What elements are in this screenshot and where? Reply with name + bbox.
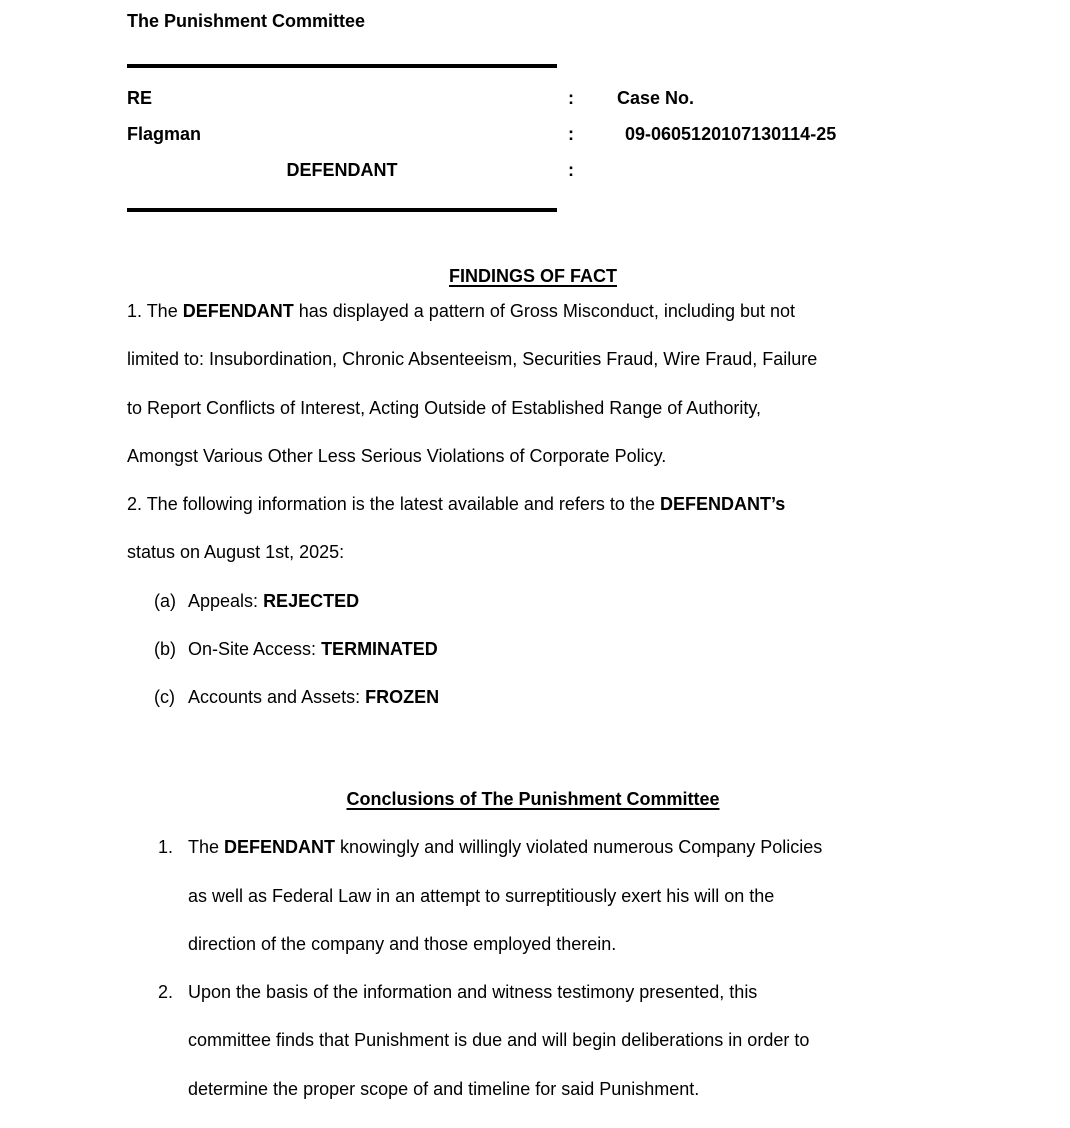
conclusions-heading-text: Conclusions of The Punishment Committee xyxy=(346,789,720,809)
status-value: REJECTED xyxy=(263,590,360,611)
conclusion-item xyxy=(127,968,939,1113)
status-item-accounts-assets xyxy=(127,673,939,721)
findings-body xyxy=(127,287,939,722)
findings-paragraph-line xyxy=(127,287,939,335)
text-run: status on August 1st, 2025: xyxy=(127,542,345,563)
status-label: Accounts and Assets: xyxy=(188,687,366,708)
conclusions-heading xyxy=(127,775,939,823)
conclusion-line xyxy=(127,872,939,920)
list-number: 1. xyxy=(158,837,174,858)
case-number: 09-0605120107130114-25 xyxy=(625,124,837,144)
caption-colon: : xyxy=(568,124,574,144)
list-marker: (b) xyxy=(154,639,176,660)
bold-text-run: DEFENDANT xyxy=(182,301,294,321)
findings-heading xyxy=(127,262,939,290)
text-run: committee finds that Punishment is due and will begin deliberations in order to xyxy=(188,1030,810,1051)
text-run: Amongst Various Other Less Serious Violations of Corporate Policy. xyxy=(127,445,667,466)
conclusion-line xyxy=(127,1016,939,1064)
conclusion-line xyxy=(127,920,939,968)
text-run: knowingly and willingly violated numerous Company Policies xyxy=(335,837,823,858)
document-title: The Punishment Committee xyxy=(127,11,366,31)
case-no-label: Case No. xyxy=(617,88,695,108)
bold-text-run: DEFENDANT’s xyxy=(659,494,786,515)
findings-paragraph-line xyxy=(127,335,939,383)
text-run: The xyxy=(188,837,225,858)
conclusion-line xyxy=(127,968,939,1016)
caption-re: RE xyxy=(127,88,153,108)
list-marker: (c) xyxy=(154,687,175,708)
findings-paragraph-line xyxy=(127,384,939,432)
findings-heading-text: FINDINGS OF FACT xyxy=(449,266,617,286)
text-run: Upon the basis of the information and witness testimony presented, this xyxy=(188,982,758,1003)
bold-text-run: DEFENDANT xyxy=(224,837,336,858)
case-info xyxy=(617,80,836,152)
caption-defendant-label: DEFENDANT xyxy=(286,160,398,180)
list-number: 2. xyxy=(158,982,174,1003)
conclusion-line xyxy=(127,823,939,871)
status-label: Appeals: xyxy=(188,590,264,611)
caption-respondent-name: Flagman xyxy=(127,124,202,144)
status-item-onsite-access xyxy=(127,625,939,673)
text-run: direction of the company and those employed therein. xyxy=(188,933,617,954)
findings-paragraph-line xyxy=(127,528,939,576)
list-marker: (a) xyxy=(154,590,176,611)
status-item-appeals xyxy=(127,577,939,625)
status-value: TERMINATED xyxy=(321,639,438,660)
text-run: to Report Conflicts of Interest, Acting Outside of Established Range of Authority, xyxy=(127,397,762,418)
text-run: as well as Federal Law in an attempt to surreptitiously exert his will on the xyxy=(188,885,775,906)
caption-colon: : xyxy=(568,88,574,108)
caption-colon: : xyxy=(568,160,574,180)
findings-paragraph-line xyxy=(127,432,939,480)
caption-colons xyxy=(568,80,574,188)
text-run: 2. The following information is the latest available and refers to the xyxy=(127,494,660,515)
case-caption xyxy=(127,64,939,212)
conclusion-line xyxy=(127,1065,939,1113)
caption-parties xyxy=(127,64,557,212)
conclusion-item xyxy=(127,823,939,968)
text-run: has displayed a pattern of Gross Misconduct, including but not xyxy=(293,301,796,321)
text-run: determine the proper scope of and timeline for said Punishment. xyxy=(188,1078,700,1099)
text-run: 1. The xyxy=(127,301,183,321)
findings-paragraph-line xyxy=(127,480,939,528)
conclusions-section xyxy=(127,775,939,1113)
status-label: On-Site Access: xyxy=(188,639,322,660)
status-value: FROZEN xyxy=(365,687,440,708)
text-run: limited to: Insubordination, Chronic Absenteeism, Securities Fraud, Wire Fraud, Failure xyxy=(127,349,818,370)
